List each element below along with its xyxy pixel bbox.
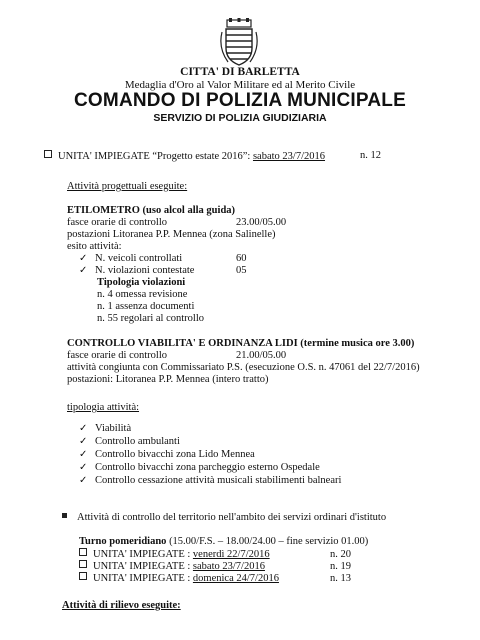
etilometro-title: ETILOMETRO (uso alcol alla guida)	[67, 205, 236, 216]
controllo-locations: postazioni: Litoranea P.P. Mennea (intero tratto)	[67, 374, 269, 385]
service-title: SERVIZIO DI POLIZIA GIUDIZIARIA	[153, 112, 327, 124]
controllo-schedule-value: 21.00/05.00	[236, 350, 287, 361]
activity-label: Controllo bivacchi zona parcheggio esterno Ospedale	[95, 462, 320, 473]
project-heading: Attività progettuali eseguite:	[67, 181, 188, 192]
check-row	[79, 265, 194, 276]
unit-label: UNITA' IMPIEGATE :	[93, 573, 193, 584]
unit-count: n. 19	[330, 561, 351, 572]
violations-title: Tipologia violazioni	[97, 277, 186, 288]
checkbox-square-icon	[44, 150, 52, 158]
activity-item	[79, 436, 180, 447]
checkbox-square-icon	[79, 548, 87, 556]
unit-row	[79, 572, 279, 584]
check-label: N. veicoli controllati	[95, 253, 183, 264]
turno-hours: (15.00/F.S. – 18.00/24.00 – fine servizio 01.00)	[166, 536, 369, 547]
city-crest-icon	[218, 18, 260, 68]
territory-line	[62, 512, 386, 523]
bullet-icon	[62, 513, 67, 518]
etilometro-esito: esito attività:	[67, 241, 122, 252]
turno-title: Turno pomeridiano	[79, 536, 167, 547]
etilometro-locations: postazioni Litoranea P.P. Mennea (zona Salinelle)	[67, 229, 276, 240]
checkmark-icon: ✓	[79, 462, 88, 473]
controllo-joint: attività congiunta con Commissariato P.S. (esecuzione O.S. n. 47061 del 22/7/2016)	[67, 362, 420, 373]
etilometro-schedule-label: fasce orarie di controllo	[67, 217, 167, 228]
unit-line	[44, 150, 325, 162]
checkmark-icon: ✓	[79, 436, 88, 447]
activity-label: Controllo ambulanti	[95, 436, 180, 447]
controllo-schedule-label: fasce orarie di controllo	[67, 350, 167, 361]
violation-item: n. 1 assenza documenti	[97, 301, 195, 312]
activity-item	[79, 475, 341, 486]
unit-line-prefix: UNITA' IMPIEGATE “Progetto estate 2016”:	[58, 151, 253, 162]
checkbox-square-icon	[79, 572, 87, 580]
unit-line-count: n. 12	[360, 150, 381, 161]
activity-label: Viabilità	[95, 423, 132, 434]
unit-count: n. 20	[330, 549, 351, 560]
command-title: COMANDO DI POLIZIA MUNICIPALE	[74, 90, 406, 111]
medal-line: Medaglia d'Oro al Valor Militare ed al Merito Civile	[124, 79, 356, 91]
unit-label: UNITA' IMPIEGATE :	[93, 549, 193, 560]
tipologia-heading: tipologia attività:	[67, 402, 140, 413]
activity-item	[79, 423, 131, 434]
violation-item: n. 4 omessa revisione	[97, 289, 188, 300]
turno-line	[79, 536, 368, 547]
activity-item	[79, 462, 320, 473]
unit-date: domenica 24/7/2016	[192, 573, 279, 584]
unit-date: sabato 23/7/2016	[192, 561, 265, 572]
territory-text: Attività di controllo del territorio nell'ambito dei servizi ordinari d'istituto	[77, 512, 387, 523]
activity-label: Controllo cessazione attività musicali stabilimenti balneari	[95, 475, 342, 486]
activity-item	[79, 449, 255, 460]
check-value: 60	[236, 253, 247, 264]
etilometro-schedule-value: 23.00/05.00	[236, 217, 287, 228]
check-label: N. violazioni contestate	[95, 265, 195, 276]
checkmark-icon: ✓	[79, 265, 88, 276]
violation-item: n. 55 regolari al controllo	[97, 313, 205, 324]
check-row	[79, 253, 182, 264]
checkmark-icon: ✓	[79, 475, 88, 486]
unit-row	[79, 548, 270, 560]
checkmark-icon: ✓	[79, 423, 88, 434]
check-value: 05	[236, 265, 247, 276]
controllo-title: CONTROLLO VIABILITA' E ORDINANZA LIDI (termine musica ore 3.00)	[67, 338, 415, 349]
checkmark-icon: ✓	[79, 449, 88, 460]
rilievo-heading: Attività di rilievo eseguite:	[62, 600, 181, 611]
checkmark-icon: ✓	[79, 253, 88, 264]
unit-count: n. 13	[330, 573, 351, 584]
unit-date: venerdì 22/7/2016	[192, 549, 270, 560]
unit-label: UNITA' IMPIEGATE :	[93, 561, 193, 572]
unit-line-date: sabato 23/7/2016	[252, 151, 326, 162]
city-name: CITTA' DI BARLETTA	[180, 66, 300, 78]
checkbox-square-icon	[79, 560, 87, 568]
activity-label: Controllo bivacchi zona Lido Mennea	[95, 449, 255, 460]
unit-row	[79, 560, 265, 572]
